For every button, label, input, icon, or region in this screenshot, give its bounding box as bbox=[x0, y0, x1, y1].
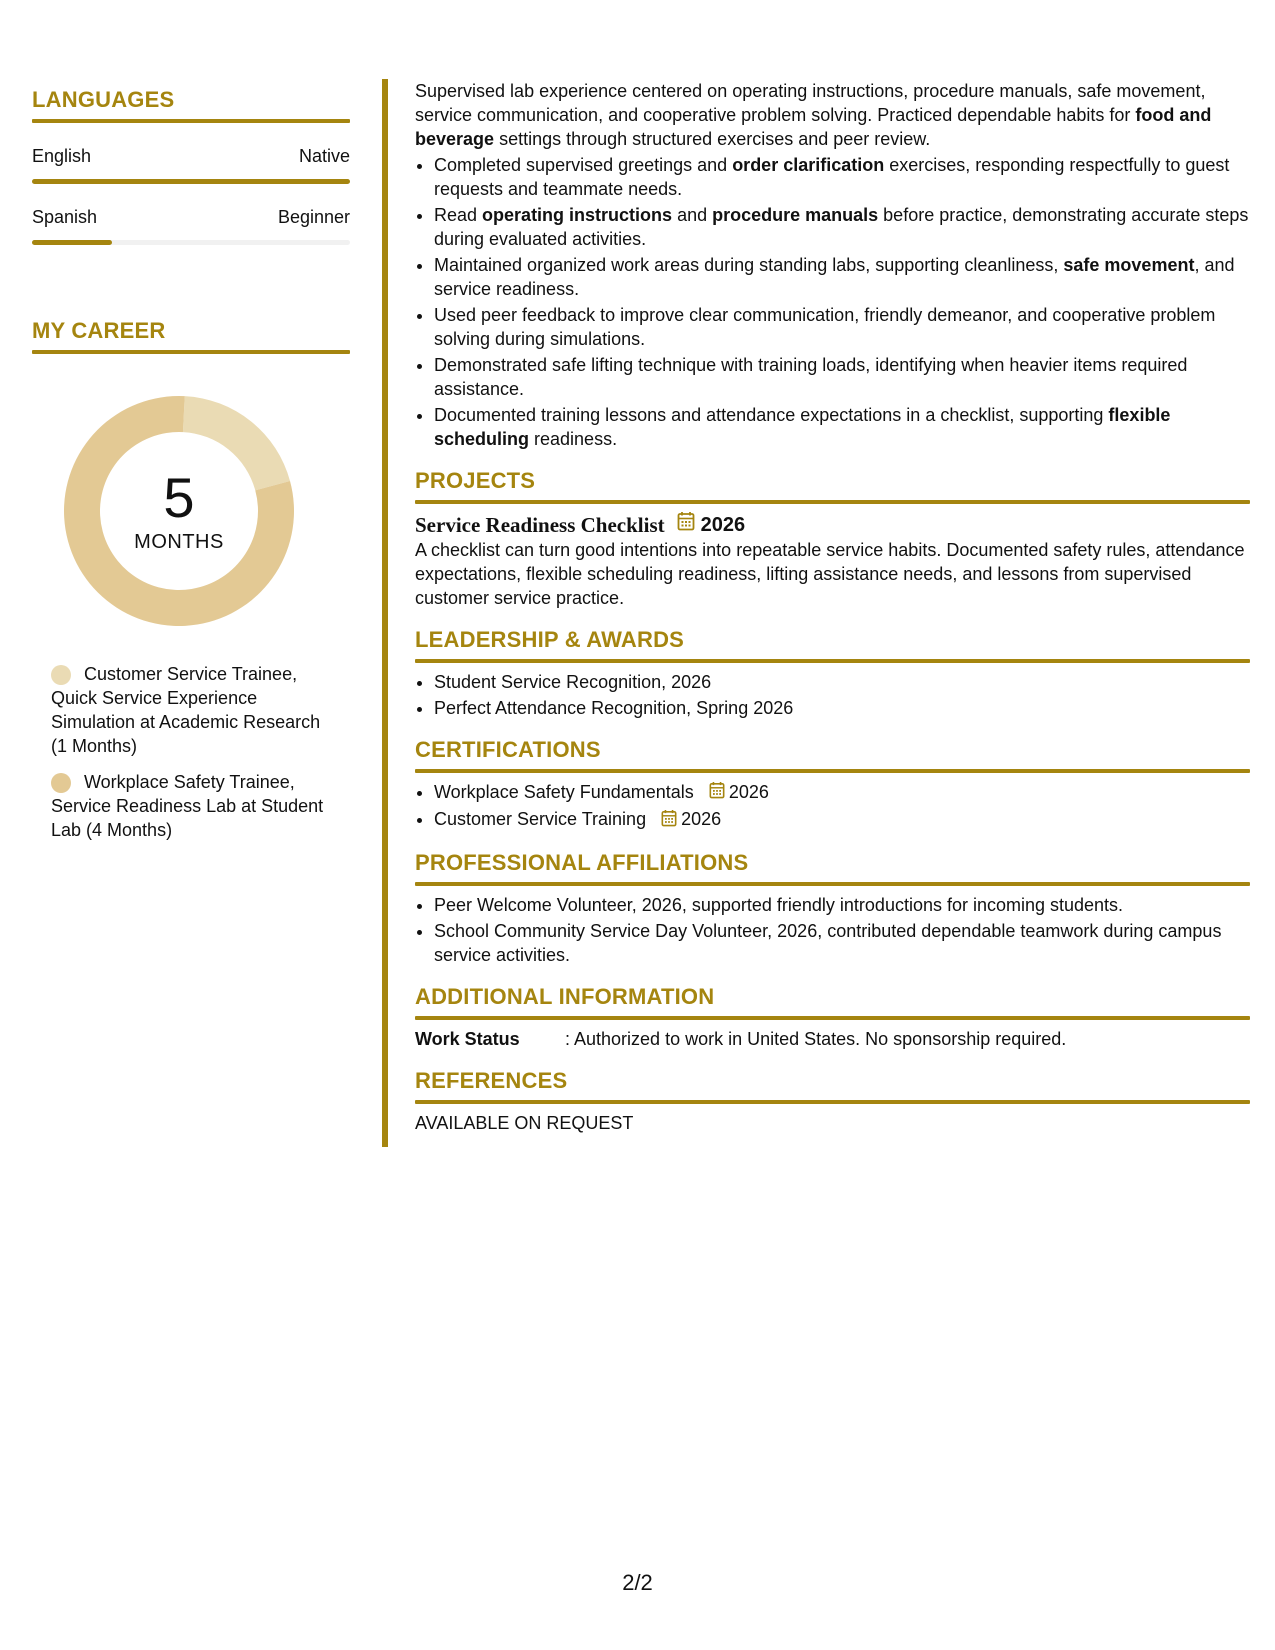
leadership-section bbox=[415, 626, 1250, 720]
list-item: • Documented training lessons and attendance expectations in a checklist, supporting flexible scheduling readiness. bbox=[434, 403, 1250, 451]
calendar-icon bbox=[677, 511, 695, 538]
section-divider bbox=[415, 769, 1250, 773]
leadership-title: LEADERSHIP & AWARDS bbox=[415, 627, 685, 652]
certifications-title: CERTIFICATIONS bbox=[415, 737, 601, 762]
career-entry bbox=[51, 662, 341, 758]
main-content bbox=[415, 79, 1250, 1135]
career-donut-chart bbox=[64, 396, 294, 626]
projects-title: PROJECTS bbox=[415, 468, 536, 493]
work-status-value: : Authorized to work in United States. No sponsorship required. bbox=[565, 1028, 1067, 1049]
certification-name: Workplace Safety Fundamentals bbox=[434, 782, 694, 802]
language-proficiency-bar bbox=[32, 240, 350, 245]
list-item: • Peer Welcome Volunteer, 2026, supported friendly introductions for incoming students. bbox=[434, 893, 1250, 917]
language-level: Beginner bbox=[277, 207, 350, 227]
list-item: • Completed supervised greetings and order clarification exercises, responding respectfully to guest requests and teammate needs. bbox=[434, 153, 1250, 201]
language-item-english bbox=[32, 145, 350, 184]
experience-bullets bbox=[415, 153, 1250, 451]
list-item bbox=[434, 780, 1250, 805]
page-number: 2/2 bbox=[622, 1570, 653, 1595]
section-divider bbox=[415, 882, 1250, 886]
section-divider bbox=[32, 350, 350, 354]
project-date: 2026 bbox=[700, 513, 746, 536]
project-header bbox=[415, 511, 1250, 538]
language-name: Spanish bbox=[32, 207, 98, 227]
section-divider bbox=[415, 659, 1250, 663]
list-item: • Demonstrated safe lifting technique with training loads, identifying when heavier items required assistance. bbox=[434, 353, 1250, 401]
language-proficiency-fill bbox=[32, 240, 112, 245]
legend-dot bbox=[51, 773, 71, 793]
project-description: A checklist can turn good intentions into repeatable service habits. Documented safety rules, attendance expectations, flexible scheduling readiness, lifting assistance needs, and lessons from supervised customer service practice. bbox=[415, 540, 1245, 608]
list-item: • Student Service Recognition, 2026 bbox=[434, 670, 1250, 694]
affiliations-list bbox=[415, 893, 1250, 967]
section-divider bbox=[32, 119, 350, 123]
list-item: • Perfect Attendance Recognition, Spring 2026 bbox=[434, 696, 1250, 720]
legend-dot bbox=[51, 665, 71, 685]
column-divider bbox=[382, 79, 388, 1147]
career-total-unit: MONTHS bbox=[134, 531, 224, 553]
experience-summary: Supervised lab experience centered on operating instructions, procedure manuals, safe movement, service communication, and cooperative problem solving. Practiced dependable habits for food and beverage settings through structured exercises and peer review. bbox=[415, 81, 1212, 149]
list-item: • Used peer feedback to improve clear communication, friendly demeanor, and cooperative problem solving during simulations. bbox=[434, 303, 1250, 351]
experience-section bbox=[415, 79, 1250, 451]
career-title: MY CAREER bbox=[32, 318, 166, 343]
references-section bbox=[415, 1067, 1250, 1135]
references-text: AVAILABLE ON REQUEST bbox=[415, 1112, 634, 1133]
career-entry-text: Customer Service Trainee, Quick Service Experience Simulation at Academic Research (1 Months) bbox=[51, 664, 321, 756]
certification-date: 2026 bbox=[728, 782, 769, 802]
languages-section bbox=[32, 86, 350, 245]
references-title: REFERENCES bbox=[415, 1067, 568, 1093]
language-name: English bbox=[32, 146, 92, 166]
career-legend bbox=[51, 662, 341, 842]
list-item: • Maintained organized work areas during standing labs, supporting cleanliness, safe movement, and service readiness. bbox=[434, 253, 1250, 301]
affiliations-section bbox=[415, 849, 1250, 967]
language-proficiency-fill bbox=[32, 179, 350, 184]
career-entry-text: Workplace Safety Trainee, Service Readiness Lab at Student Lab (4 Months) bbox=[51, 772, 324, 840]
certification-name: Customer Service Training bbox=[434, 809, 647, 830]
list-item: • Read operating instructions and procedure manuals before practice, demonstrating accurate steps during evaluated activities. bbox=[434, 203, 1250, 251]
calendar-icon bbox=[709, 781, 725, 805]
leadership-list bbox=[415, 670, 1250, 720]
work-status-label: Work Status bbox=[415, 1028, 520, 1049]
career-total-value: 5 bbox=[163, 466, 195, 529]
section-divider bbox=[415, 500, 1250, 504]
donut-center bbox=[64, 396, 294, 626]
list-item bbox=[434, 807, 1250, 832]
language-level: Native bbox=[298, 146, 350, 166]
additional-info-section bbox=[415, 983, 1250, 1051]
language-item-spanish bbox=[32, 206, 350, 245]
projects-section bbox=[415, 467, 1250, 610]
additional-info-title: ADDITIONAL INFORMATION bbox=[415, 983, 715, 1009]
work-status-row bbox=[415, 1027, 1250, 1051]
certifications-list bbox=[415, 780, 1250, 833]
list-item: • School Community Service Day Volunteer, 2026, contributed dependable teamwork during campus service activities. bbox=[434, 919, 1250, 967]
project-name: Service Readiness Checklist bbox=[415, 512, 665, 537]
section-divider bbox=[415, 1100, 1250, 1104]
calendar-icon bbox=[661, 809, 677, 833]
certification-date: 2026 bbox=[681, 809, 722, 830]
section-divider bbox=[415, 1016, 1250, 1020]
affiliations-title: PROFESSIONAL AFFILIATIONS bbox=[415, 849, 749, 875]
sidebar bbox=[32, 86, 350, 854]
language-proficiency-bar bbox=[32, 179, 350, 184]
career-section bbox=[32, 317, 350, 842]
certifications-section bbox=[415, 736, 1250, 833]
languages-title: LANGUAGES bbox=[32, 87, 175, 112]
career-entry bbox=[51, 770, 341, 842]
